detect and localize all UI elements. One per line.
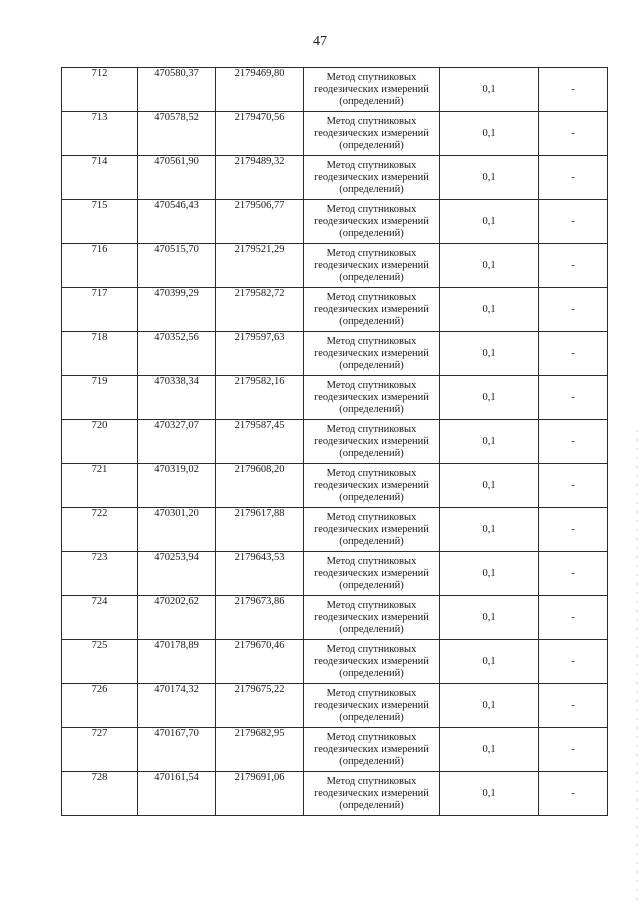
y-coordinate-cell: 2179608,20 — [216, 464, 304, 508]
point-number-cell: 721 — [62, 464, 138, 508]
method-line: Метод спутниковых — [326, 731, 417, 743]
x-coordinate-cell: 470319,02 — [138, 464, 216, 508]
method-line: Метод спутниковых — [326, 247, 417, 259]
method-line: Метод спутниковых — [326, 203, 417, 215]
accuracy-cell: 0,1 — [440, 684, 539, 728]
point-number-cell: 718 — [62, 332, 138, 376]
point-number-cell: 713 — [62, 112, 138, 156]
method-line: (определений) — [339, 183, 404, 195]
x-coordinate-cell: 470352,56 — [138, 332, 216, 376]
y-coordinate-cell: 2179597,63 — [216, 332, 304, 376]
method-line: Метод спутниковых — [326, 159, 417, 171]
extra-cell: - — [539, 332, 608, 376]
y-coordinate-cell: 2179675,22 — [216, 684, 304, 728]
method-cell — [304, 508, 440, 552]
method-line: Метод спутниковых — [326, 775, 417, 787]
method-line: (определений) — [339, 799, 404, 811]
point-number-cell: 719 — [62, 376, 138, 420]
y-coordinate-cell: 2179506,77 — [216, 200, 304, 244]
method-line: геодезических измерений — [314, 787, 429, 799]
method-line: Метод спутниковых — [326, 71, 417, 83]
method-cell — [304, 332, 440, 376]
y-coordinate-cell: 2179670,46 — [216, 640, 304, 684]
method-line: геодезических измерений — [314, 567, 429, 579]
method-line: (определений) — [339, 667, 404, 679]
point-number-cell: 725 — [62, 640, 138, 684]
y-coordinate-cell: 2179691,06 — [216, 772, 304, 816]
method-line: (определений) — [339, 535, 404, 547]
point-number-cell: 724 — [62, 596, 138, 640]
y-coordinate-cell: 2179617,88 — [216, 508, 304, 552]
x-coordinate-cell: 470327,07 — [138, 420, 216, 464]
method-cell — [304, 156, 440, 200]
method-cell — [304, 420, 440, 464]
table-row — [62, 244, 608, 288]
scan-edge-marks — [636, 430, 638, 900]
extra-cell: - — [539, 376, 608, 420]
method-line: (определений) — [339, 711, 404, 723]
coordinates-table-body — [62, 68, 608, 816]
point-number-cell: 714 — [62, 156, 138, 200]
point-number-cell: 722 — [62, 508, 138, 552]
extra-cell: - — [539, 288, 608, 332]
extra-cell: - — [539, 464, 608, 508]
method-cell — [304, 596, 440, 640]
method-line: геодезических измерений — [314, 347, 429, 359]
method-line: Метод спутниковых — [326, 423, 417, 435]
accuracy-cell: 0,1 — [440, 420, 539, 464]
x-coordinate-cell: 470301,20 — [138, 508, 216, 552]
method-line: Метод спутниковых — [326, 291, 417, 303]
table-row — [62, 376, 608, 420]
extra-cell: - — [539, 68, 608, 112]
method-cell — [304, 376, 440, 420]
method-line: геодезических измерений — [314, 699, 429, 711]
method-cell — [304, 288, 440, 332]
method-line: геодезических измерений — [314, 655, 429, 667]
method-line: (определений) — [339, 227, 404, 239]
method-line: геодезических измерений — [314, 215, 429, 227]
extra-cell: - — [539, 684, 608, 728]
extra-cell: - — [539, 200, 608, 244]
method-line: Метод спутниковых — [326, 467, 417, 479]
x-coordinate-cell: 470178,89 — [138, 640, 216, 684]
x-coordinate-cell: 470578,52 — [138, 112, 216, 156]
point-number-cell: 727 — [62, 728, 138, 772]
extra-cell: - — [539, 156, 608, 200]
x-coordinate-cell: 470202,62 — [138, 596, 216, 640]
point-number-cell: 717 — [62, 288, 138, 332]
table-row — [62, 772, 608, 816]
point-number-cell: 716 — [62, 244, 138, 288]
method-line: Метод спутниковых — [326, 687, 417, 699]
x-coordinate-cell: 470515,70 — [138, 244, 216, 288]
point-number-cell: 712 — [62, 68, 138, 112]
method-cell — [304, 552, 440, 596]
method-line: (определений) — [339, 271, 404, 283]
extra-cell: - — [539, 420, 608, 464]
method-line: (определений) — [339, 491, 404, 503]
method-line: геодезических измерений — [314, 171, 429, 183]
table-row — [62, 420, 608, 464]
point-number-cell: 720 — [62, 420, 138, 464]
table-row — [62, 464, 608, 508]
y-coordinate-cell: 2179469,80 — [216, 68, 304, 112]
method-line: (определений) — [339, 403, 404, 415]
extra-cell: - — [539, 640, 608, 684]
table-row — [62, 156, 608, 200]
point-number-cell: 715 — [62, 200, 138, 244]
accuracy-cell: 0,1 — [440, 772, 539, 816]
table-row — [62, 332, 608, 376]
method-line: геодезических измерений — [314, 523, 429, 535]
y-coordinate-cell: 2179489,32 — [216, 156, 304, 200]
accuracy-cell: 0,1 — [440, 244, 539, 288]
accuracy-cell: 0,1 — [440, 332, 539, 376]
method-cell — [304, 728, 440, 772]
method-line: (определений) — [339, 139, 404, 151]
y-coordinate-cell: 2179587,45 — [216, 420, 304, 464]
method-line: (определений) — [339, 359, 404, 371]
accuracy-cell: 0,1 — [440, 288, 539, 332]
method-line: (определений) — [339, 95, 404, 107]
table-row — [62, 508, 608, 552]
method-line: геодезических измерений — [314, 435, 429, 447]
accuracy-cell: 0,1 — [440, 552, 539, 596]
extra-cell: - — [539, 596, 608, 640]
x-coordinate-cell: 470399,29 — [138, 288, 216, 332]
coordinates-table — [61, 67, 608, 816]
table-row — [62, 68, 608, 112]
accuracy-cell: 0,1 — [440, 200, 539, 244]
table-row — [62, 596, 608, 640]
x-coordinate-cell: 470167,70 — [138, 728, 216, 772]
x-coordinate-cell: 470580,37 — [138, 68, 216, 112]
table-row — [62, 552, 608, 596]
table-row — [62, 288, 608, 332]
accuracy-cell: 0,1 — [440, 596, 539, 640]
accuracy-cell: 0,1 — [440, 508, 539, 552]
method-line: Метод спутниковых — [326, 643, 417, 655]
y-coordinate-cell: 2179521,29 — [216, 244, 304, 288]
method-cell — [304, 464, 440, 508]
accuracy-cell: 0,1 — [440, 464, 539, 508]
method-line: (определений) — [339, 579, 404, 591]
accuracy-cell: 0,1 — [440, 376, 539, 420]
method-line: Метод спутниковых — [326, 335, 417, 347]
x-coordinate-cell: 470161,54 — [138, 772, 216, 816]
extra-cell: - — [539, 728, 608, 772]
method-line: геодезических измерений — [314, 127, 429, 139]
y-coordinate-cell: 2179673,86 — [216, 596, 304, 640]
method-line: Метод спутниковых — [326, 555, 417, 567]
table-row — [62, 684, 608, 728]
accuracy-cell: 0,1 — [440, 640, 539, 684]
method-line: Метод спутниковых — [326, 511, 417, 523]
x-coordinate-cell: 470174,32 — [138, 684, 216, 728]
extra-cell: - — [539, 508, 608, 552]
x-coordinate-cell: 470338,34 — [138, 376, 216, 420]
x-coordinate-cell: 470546,43 — [138, 200, 216, 244]
method-line: (определений) — [339, 447, 404, 459]
accuracy-cell: 0,1 — [440, 156, 539, 200]
point-number-cell: 723 — [62, 552, 138, 596]
x-coordinate-cell: 470561,90 — [138, 156, 216, 200]
method-cell — [304, 640, 440, 684]
method-cell — [304, 200, 440, 244]
y-coordinate-cell: 2179582,16 — [216, 376, 304, 420]
method-cell — [304, 772, 440, 816]
table-row — [62, 728, 608, 772]
accuracy-cell: 0,1 — [440, 728, 539, 772]
extra-cell: - — [539, 552, 608, 596]
point-number-cell: 726 — [62, 684, 138, 728]
x-coordinate-cell: 470253,94 — [138, 552, 216, 596]
method-cell — [304, 244, 440, 288]
method-cell — [304, 68, 440, 112]
page-number: 47 — [313, 34, 327, 49]
method-line: Метод спутниковых — [326, 379, 417, 391]
accuracy-cell: 0,1 — [440, 68, 539, 112]
method-cell — [304, 684, 440, 728]
extra-cell: - — [539, 772, 608, 816]
extra-cell: - — [539, 244, 608, 288]
y-coordinate-cell: 2179582,72 — [216, 288, 304, 332]
method-line: (определений) — [339, 315, 404, 327]
method-line: геодезических измерений — [314, 611, 429, 623]
method-line: геодезических измерений — [314, 259, 429, 271]
method-line: геодезических измерений — [314, 303, 429, 315]
extra-cell: - — [539, 112, 608, 156]
method-line: (определений) — [339, 755, 404, 767]
table-row — [62, 200, 608, 244]
table-row — [62, 640, 608, 684]
method-line: (определений) — [339, 623, 404, 635]
accuracy-cell: 0,1 — [440, 112, 539, 156]
method-cell — [304, 112, 440, 156]
y-coordinate-cell: 2179682,95 — [216, 728, 304, 772]
method-line: Метод спутниковых — [326, 115, 417, 127]
y-coordinate-cell: 2179470,56 — [216, 112, 304, 156]
method-line: геодезических измерений — [314, 391, 429, 403]
method-line: геодезических измерений — [314, 83, 429, 95]
method-line: геодезических измерений — [314, 479, 429, 491]
y-coordinate-cell: 2179643,53 — [216, 552, 304, 596]
method-line: геодезических измерений — [314, 743, 429, 755]
table-row — [62, 112, 608, 156]
point-number-cell: 728 — [62, 772, 138, 816]
method-line: Метод спутниковых — [326, 599, 417, 611]
